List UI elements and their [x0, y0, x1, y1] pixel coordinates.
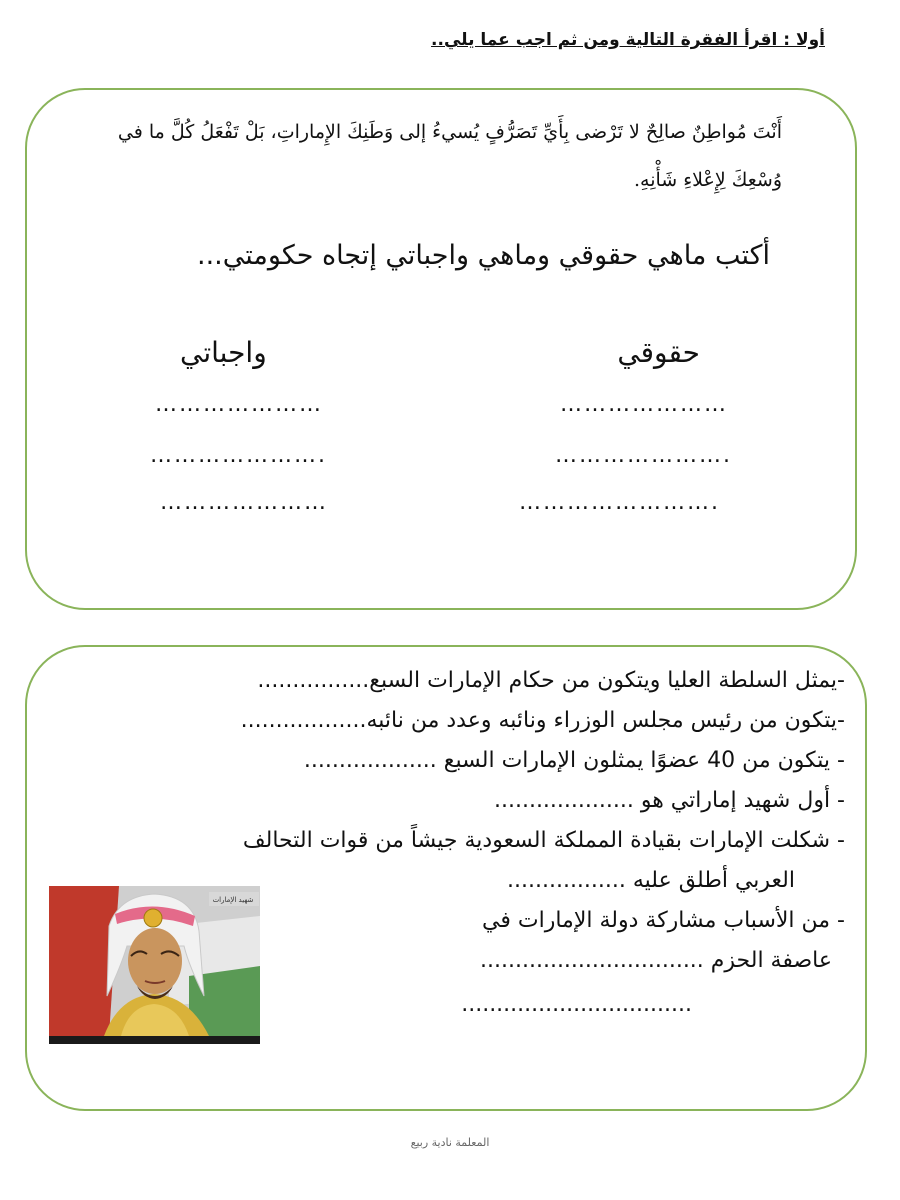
question-decisive-storm-line1: - من الأسباب مشاركة دولة الإمارات في: [482, 908, 845, 933]
duties-answer-line[interactable]: …………………: [160, 490, 328, 515]
question-decisive-storm-line2: عاصفة الحزم ................................: [480, 948, 832, 973]
teacher-credit: المعلمة نادية ربيع: [410, 1136, 490, 1149]
question-council-of-ministers: -يتكون من رئيس مجلس الوزراء ونائبه وعدد من نائبه..................: [240, 708, 845, 733]
question-decisive-storm-line3: .................................: [461, 992, 692, 1017]
passage-text: أَنْتَ مُواطِنٌ صالِحٌ لا تَرْضى بِأَيِّ تَصَرُّفٍ يُسيءُ إلى وَطَنِكَ الإِماراتِ، بَلْ تَفْعَلُ كُلَّ ما في وُسْعِكَ لِإِعْلاءِ شَأْنِهِ.: [117, 121, 782, 191]
portrait-caption: شهيد الإمارات: [212, 896, 254, 904]
rights-column-title: حقوقي: [617, 336, 700, 369]
martyr-portrait-image: [49, 886, 260, 1044]
rights-answer-line[interactable]: …………………….: [519, 490, 720, 515]
rights-answer-line[interactable]: ………………….: [555, 443, 732, 468]
question-coalition-line2: العربي أطلق عليه .................: [507, 868, 795, 893]
question-federal-national-council: - يتكون من 40 عضوًا يمثلون الإمارات السبع ...................: [303, 748, 845, 773]
rights-duties-prompt: أكتب ماهي حقوقي وماهي واجباتي إتجاه حكومتي...: [197, 240, 770, 271]
duties-column-title: واجباتي: [180, 336, 267, 369]
rights-answer-line[interactable]: …………………: [560, 392, 728, 417]
question-first-martyr: - أول شهيد إماراتي هو ....................: [493, 788, 845, 813]
duties-answer-line[interactable]: ………………….: [150, 443, 327, 468]
section-instruction: أولا : اقرأ الفقرة التالية ومن ثم اجب عما يلي..: [431, 30, 825, 50]
duties-answer-line[interactable]: …………………: [155, 392, 323, 417]
question-supreme-council: -يمثل السلطة العليا ويتكون من حكام الإمارات السبع................: [257, 668, 845, 693]
question-coalition-line1: - شكلت الإمارات بقيادة المملكة السعودية جيشاً من قوات التحالف: [242, 828, 845, 853]
